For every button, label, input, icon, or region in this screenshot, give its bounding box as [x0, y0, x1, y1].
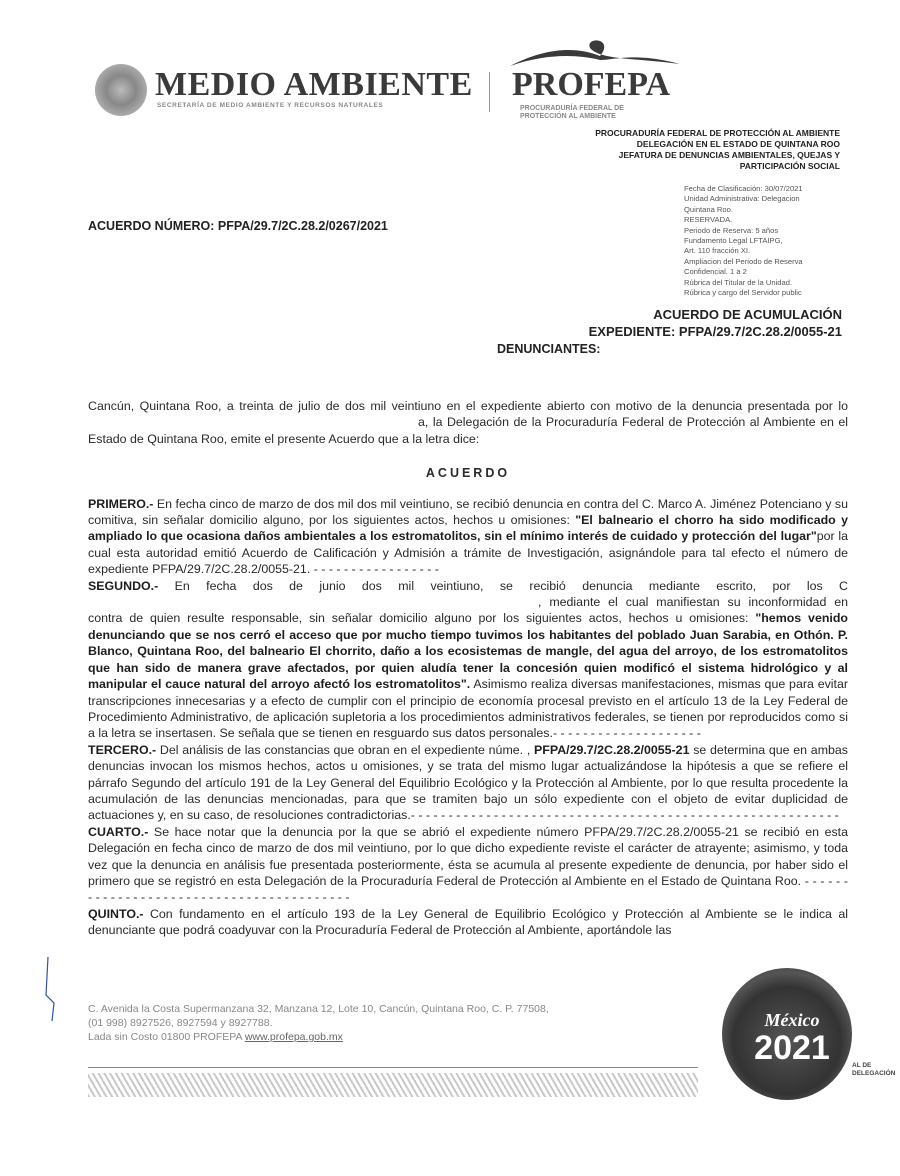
logo-divider — [489, 72, 490, 112]
profepa-logo: PROFEPA — [512, 66, 671, 103]
paragraph-primero: PRIMERO.- En fecha cinco de marzo de dos mil dos mil veintiuno, se recibió denuncia en contra del C. Marco A. Jiménez Potenciano y su comitiva, sin señalar domicilio alguno, por los siguientes actos, hechos u omisiones: "El balneario el chorro ha sido modificado y ampliado lo que ocasiona daños ambientales a los estromatolitos, sin el mínimo interés de cuidado y protección del lugar"por la cual esta autoridad emitió Acuerdo de Calificación y Admisión a trámite de Investigación, asignándole para tal efecto el número de expediente PFPA/29.7/2C.28.2/0055-21. - - - - - - - - - - - - - - - - - — [88, 496, 848, 577]
paragraph-tercero: TERCERO.- Del análisis de las constancias que obran en el expediente núme. , PFPA/29.7/2C.28.2/0055-21 se determina que en ambas denuncias invocan los mismos hechos, actos u omisiones, y se trata del mismo lugar actualizándose la hipótesis a que se refiere el párrafo Segundo del artículo 191 de la Ley General del Equilibrio Ecológico y la Protección al Ambiente, por lo que resulta procedente la acumulación de las denuncias mencionadas, para que se tramiten bajo un sólo expediente con el objeto de evitar duplicidad de actuaciones y, en su caso, de resoluciones contradictorias.- - - - - - - - - - - - - - - - - - - - - - - - - - - - - - - - - - - - - - - - - - - - - - - - - - - - - - - - - — [88, 742, 848, 823]
mexico-coat-of-arms-logo — [95, 64, 147, 116]
profepa-website-link[interactable]: www.profepa.gob.mx — [244, 1031, 343, 1043]
paragraph-segundo: SEGUNDO.- En fecha dos de junio dos mil veintiuno, se recibió denuncia mediante escrito, por los C, mediante el cual manifiestan su inconformidad en contra de quien resulte responsable, sin señalar domicilio alguno por los siguientes actos, hechos u omisiones: "hemos venido denunciando que se nos cerró el acceso que por mucho tiempo tuvimos los habitantes del poblado Juan Sarabia, en Othón. P. Blanco, Quintana Roo, del balneario El chorrito, daño a los ecosistemas de mangle, del agua del arroyo, de los estromatolitos que han sido de manera grave afectados, por quien aludía tener la concesión quien modificó el sistema hidrológico y al manipular el cauce natural del arroyo afectó los estromatolitos". Asimismo realiza diversas manifestaciones, mismas que para evitar transcripciones innecesarias y a efecto de cumplir con el principio de economía procesal previsto en el artículo 13 de la Ley Federal de Procedimiento Administrativo, de aplicación supletoria a los procedimientos administrativos federales, se tienen por reproducidos como si a la letra se insertasen. Se señala que se tienen en resguardo sus datos personales.- - - - - - - - - - - - - - - - - - - - — [88, 578, 848, 741]
footer-address: C. Avenida la Costa Supermanzana 32, Manzana 12, Lote 10, Cancún, Quintana Roo, C. P. 77508, (01 998) 8927526, 8927594 y 8927788. Lada sin Costo 01800 PROFEPA www.profepa.gob.mx — [88, 1003, 549, 1043]
case-titles — [589, 306, 842, 340]
classification-block: Fecha de Clasificación: 30/07/2021 Unidad Administrativa: Delegacion Quintana Roo. RESERVADA. Periodo de Reserva: 5 años Fundamento Legal LFTAIPG, Art. 110 fracción XI. Ampliacion del Periodo de Reserva Confidencial. 1 a 2 Rúbrica del Titular de la Unidad. Rúbrica y cargo del Servidor public — [684, 184, 803, 298]
signature-mark — [40, 955, 70, 1025]
medio-ambiente-logo: MEDIO AMBIENTE — [155, 66, 473, 103]
footer-divider — [88, 1067, 698, 1068]
acuerdo-type: ACUERDO DE ACUMULACIÓN — [653, 307, 842, 322]
paragraph-cuarto: CUARTO.- Se hace notar que la denuncia por la que se abrió el expediente número PFPA/29.7/2C.28.2/0055-21 se recibió en esta Delegación en fecha cinco de marzo de dos mil veintiuno, por lo que dicho expediente reviste el carácter de atrayente; asimismo, y toda vez que la denuncia en análisis fue presentada posteriormente, ésta se acumula al presente expediente de denuncia, por haber sido el primero que se registró en esta Delegación de la Procuraduría Federal de Protección al Ambiente en el Estado de Quintana Roo. - - - - - - - - - - - - - - - - - - - - - - - - - - - - - - - - - - - - - - - - - — [88, 824, 848, 905]
paragraph-quinto: QUINTO.- Con fundamento en el artículo 193 de la Ley General de Equilibrio Ecológico y Protección al Ambiente se le indica al denunciante que podrá coadyuvar con la Procuraduría Federal de Protección al Ambiente, aportándole las — [88, 906, 848, 938]
stamp-text: México 2021 — [754, 1010, 830, 1067]
document-body — [88, 398, 848, 939]
acuerdo-number: ACUERDO NÚMERO: PFPA/29.7/2C.28.2/0267/2021 — [88, 219, 388, 233]
intro-paragraph: Cancún, Quintana Roo, a treinta de julio de dos mil veintiuno en el expediente abierto con motivo de la denuncia presentada por loa, la Delegación de la Procuraduría Federal de Protección al Ambiente en el Estado de Quintana Roo, emite el presente Acuerdo que a la letra dice: — [88, 399, 848, 446]
denunciantes-label: DENUNCIANTES: — [497, 342, 601, 356]
semarnat-subtitle: SECRETARÍA DE MEDIO AMBIENTE Y RECURSOS NATURALES — [157, 102, 384, 109]
profepa-subtitle: PROCURADURÍA FEDERAL DE PROTECCIÓN AL AMBIENTE — [520, 105, 624, 120]
stamp-side-text: AL DE DELEGACIÓN — [852, 1062, 896, 1077]
expediente: EXPEDIENTE: PFPA/29.7/2C.28.2/0055-21 — [588, 324, 842, 339]
agency-block: PROCURADURÍA FEDERAL DE PROTECCIÓN AL AMBIENTE DELEGACIÓN EN EL ESTADO DE QUINTANA ROO JEFATURA DE DENUNCIAS AMBIENTALES, QUEJAS Y PARTICIPACIÓN SOCIAL — [595, 128, 840, 171]
decorative-pattern-band — [88, 1073, 698, 1097]
profepa-wave-logo — [505, 38, 685, 68]
section-title: ACUERDO — [425, 466, 511, 481]
